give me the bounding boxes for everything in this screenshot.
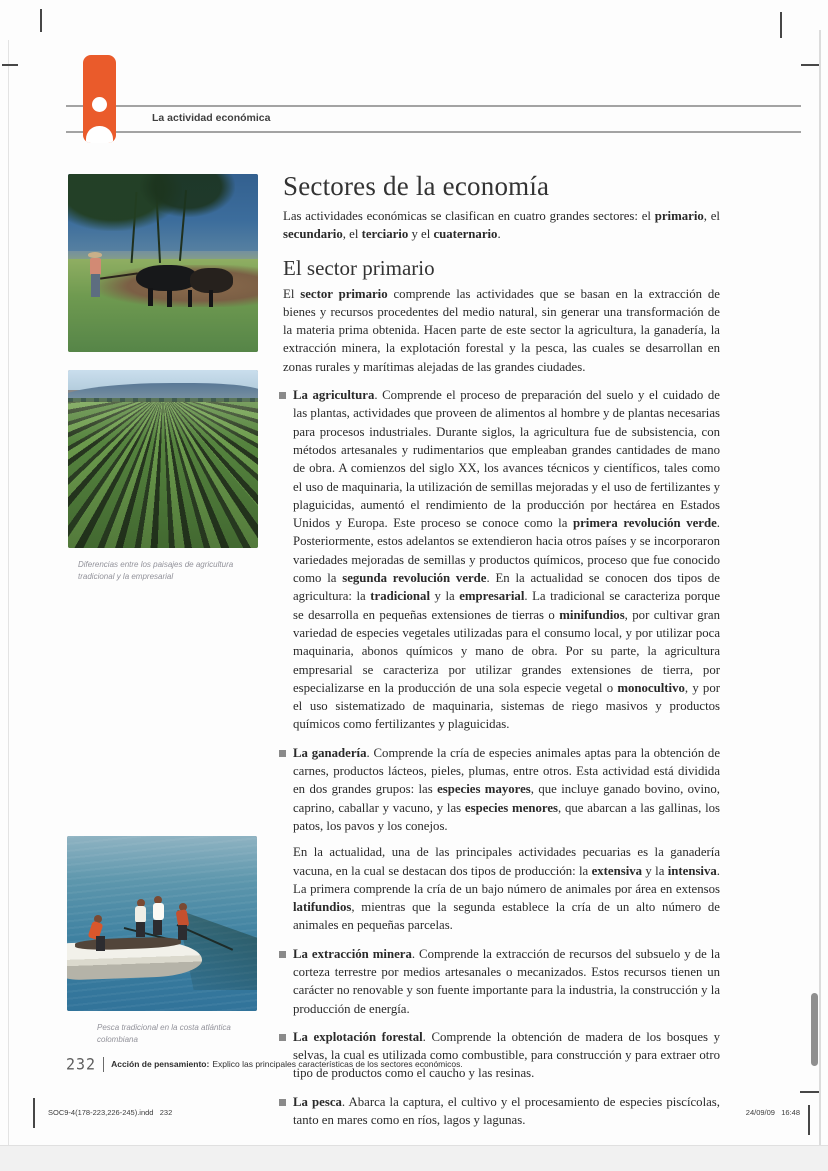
footer-activity-line [66,1055,463,1073]
photo-traditional-fishing [67,836,257,1011]
bullet-square-icon [279,1099,286,1106]
crop-mark [801,64,819,66]
crop-mark [33,1098,35,1128]
bullet-item [283,945,720,1018]
footer-divider [103,1057,104,1072]
bullet-item [283,386,720,734]
crop-mark [800,1091,819,1093]
farmer-legs [91,274,100,297]
section-lead: El sector primario comprende las actividades que se basan en la extracción de bienes y recursos procedentes del medio natural, sin generar una transformación de la materia prima obtenida. Hacen parte de este sector la agricultura, la ganadería, la extracción minera, la explotación forestal y la pesca, las cuales se desarrollan en zonas rurales y marítimas alejadas de las grandes ciudades. [283,286,720,374]
field-shading [68,402,258,548]
bullet-body [293,1093,720,1130]
bullet-paragraph: La agricultura. Comprende el proceso de preparación del suelo y el cuidado de las plantas, actividades que proveen de alimentos al hombre y de plantas necesarias para procesos industriales. Durante siglos, la agricultura fue de subsistencia, con métodos artesanales y rudimentarios que empleaban grandes cantidades de mano de obra. A comienzos del siglo XX, los avances técnicos y científicos, tales como el uso de maquinaria, la utilización de semillas mejoradas y el uso de fertilizantes y plaguicidas, aumentó el rendimiento de la producción por hectárea en Estados Unidos y Europa. Este proceso se conoce como la primera revolución verde. Posteriormente, estos adelantos se extendieron hacia otros países y se incorporaron variedades mejoradas de semillas y productos químicos, proceso que fue conocido como la segunda revolución verde. En la actualidad se conocen dos tipos de agricultura: la tradicional y la empresarial. La tradicional se caracteriza porque se desarrolla en pequeñas extensiones de tierras o minifundios, por cultivar gran variedad de especies vegetales utilizadas para el consumo local, y por utilizar poca maquinaria, abonos químicos y mano de obra. Por su parte, la agricultura empresarial se caracteriza por utilizar grandes extensiones de tierra, por especializarse en la producción de una sola especie vegetal o monocultivo, y por el uso sistematizado de maquinaria, sistemas de riego masivos y productos químicos como fertilizantes y plaguicidas. [293,388,721,732]
ox-leg [148,288,153,306]
figure-caption: Diferencias entre los paisajes de agricultura tradicional y la empresarial [78,560,234,581]
figure-caption: Pesca tradicional en la costa atlántica colombiana [97,1023,231,1044]
bullet-list [283,386,720,1129]
activity-label: Acción de pensamiento: [111,1059,210,1069]
ox-silhouette [136,265,197,292]
print-datetime: 24/09/09 16:48 [745,1108,800,1117]
bullet-square-icon [279,951,286,958]
fisherman-legs [136,922,145,937]
outside-page-area [0,1146,828,1171]
bullet-square-icon [279,392,286,399]
person-icon [86,126,113,143]
header-rule-top [66,105,801,107]
activity-text: Explico las principales características de los sectores económicos. [212,1059,463,1069]
chapter-label: La actividad económica [152,112,271,124]
crop-mark [2,64,18,66]
fisherman-legs [96,936,105,951]
person-icon [92,97,107,112]
bullet-item [283,1093,720,1130]
article-column [283,170,720,1129]
fisherman [153,903,164,920]
bullet-paragraph: La explotación forestal. Comprende la obtención de madera de los bosques y selvas, la cual es utilizada como combustible, para construcción y para extraer otro tipo de productos como el caucho y las resinas. [293,1029,720,1081]
article-title: Sectores de la economía [283,171,550,201]
bullet-body [293,744,720,935]
ox-leg [188,290,193,308]
tree-canopy [140,174,235,217]
bullet-paragraph: La ganadería. Comprende la cría de especies animales aptas para la obtención de carnes, productos lácteos, pieles, plumas, entre otros. Esta actividad está dividida en dos grandes grupos: las especies mayores, que incluye ganado bovino, ovino, caprino, caballar y vacuno, y las especies menores, que abarcan a las gallinas, los patos, los pavos y los conejos. [293,745,721,833]
bullet-square-icon [279,750,286,757]
bullet-body [293,386,720,734]
section-heading: El sector primario [283,255,435,280]
bullet-body [293,945,720,1018]
ox-leg [209,290,214,308]
photo-traditional-agriculture [68,174,258,352]
fisherman-legs [178,925,187,940]
crop-mark [780,12,782,38]
farmer [90,258,101,275]
print-file-info: SOC9-4(178-223,226-245).indd 232 [48,1108,173,1117]
fisherman [135,906,146,923]
crop-mark [808,1105,810,1135]
page-edge-right [819,30,821,1145]
page-edge-left [8,40,9,1145]
page-number: 232 [66,1054,97,1074]
chapter-bookmark-icon [83,55,116,143]
photo-industrial-agriculture [68,370,258,548]
bullet-paragraph: La extracción minera. Comprende la extracción de recursos del subsuelo y de la corteza terrestre por medios artesanales o mecanizados. Estos recursos tienen un carácter no renovable y son fuente importante para la industria, la construcción y la producción de energía. [293,946,720,1016]
bullet-paragraph: La pesca. Abarca la captura, el cultivo y el procesamiento de especies piscícolas, tanto en mares como en ríos, lagos y lagunas. [293,1094,720,1128]
ox-leg [167,290,172,308]
header-rule-bottom [66,131,801,133]
scrollbar-thumb[interactable] [811,993,818,1066]
crop-mark [40,9,42,32]
bullet-item [283,744,720,935]
article-intro: Las actividades económicas se clasifican en cuatro grandes sectores: el primario, el secundario, el terciario y el cuaternario. [283,209,720,242]
fisherman-legs [153,920,162,935]
bullet-paragraph: En la actualidad, una de las principales actividades pecuarias es la ganadería vacuna, en la cual se destacan dos tipos de producción: la extensiva y la intensiva. La primera comprende la cría de un bajo número de animales por área en extensos latifundios, mientras que la segunda establece la cría de un alto número de animales en pequeñas parcelas. [293,845,720,933]
bullet-square-icon [279,1034,286,1041]
